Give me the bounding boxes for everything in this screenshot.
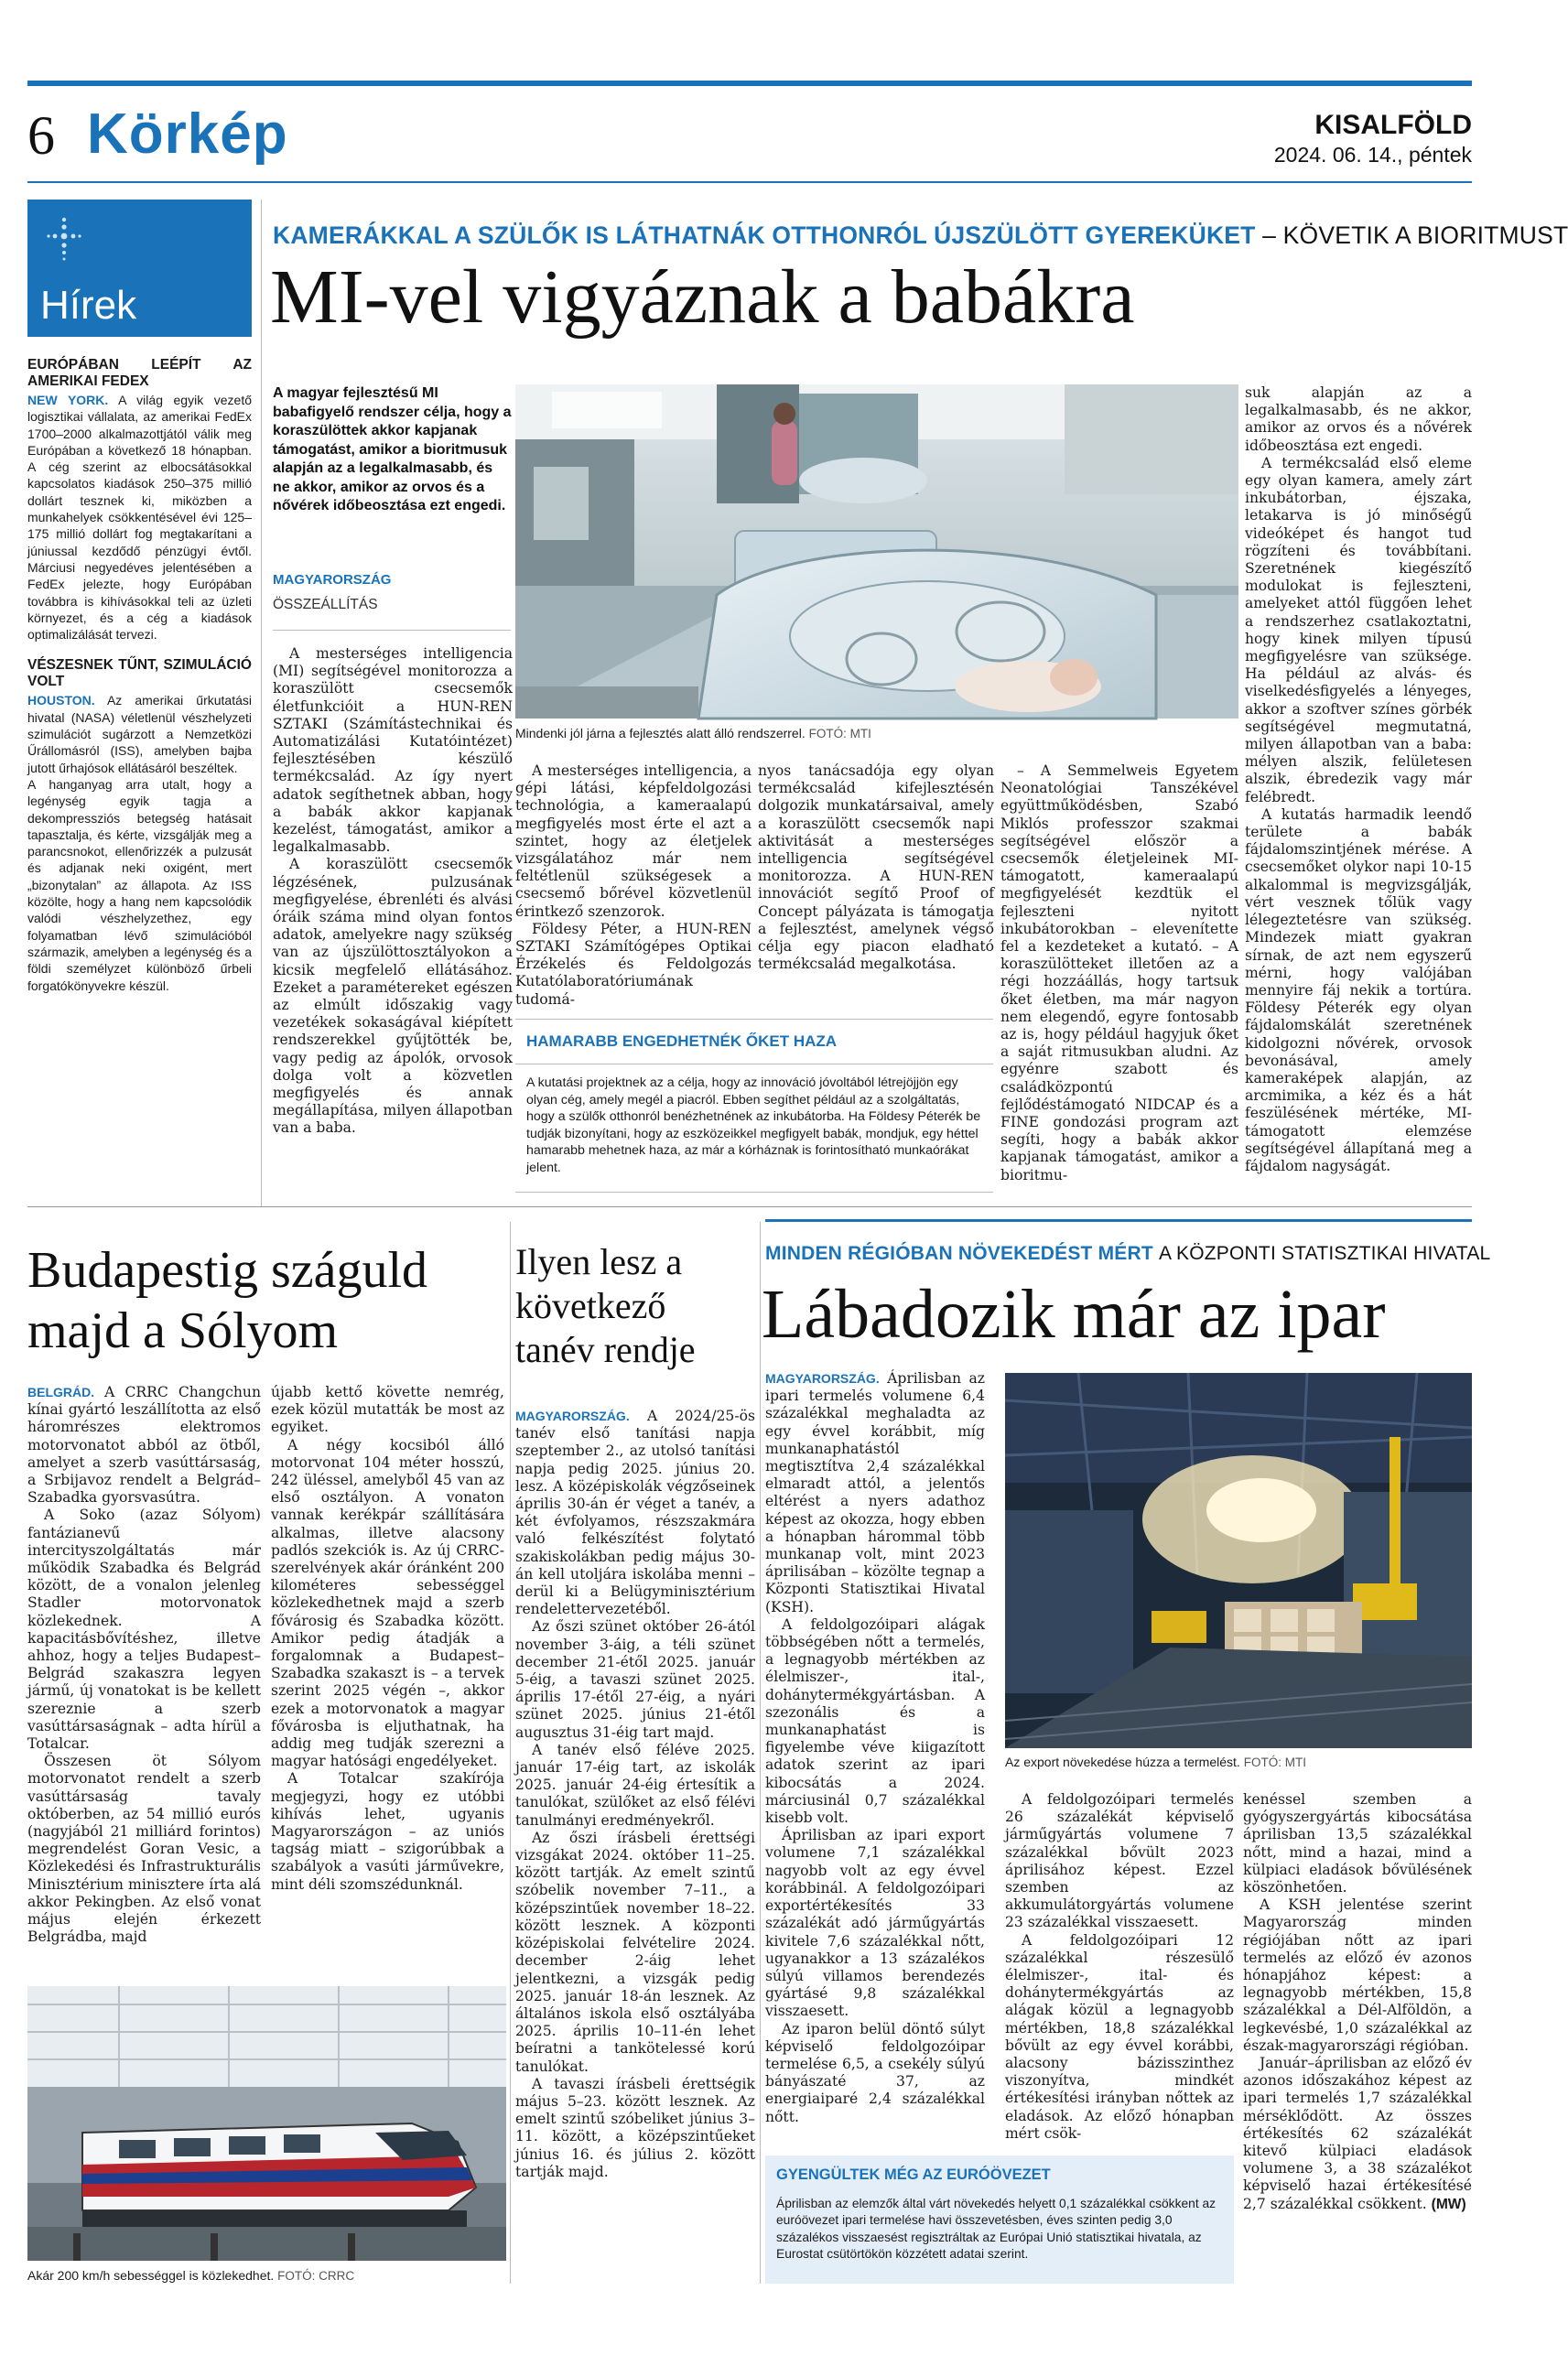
news-item-title: EURÓPÁBAN LEÉPÍT AZ AMERIKAI FEDEX xyxy=(27,357,252,389)
industry-dateline: MAGYARORSZÁG. xyxy=(765,1371,880,1386)
news-item-dateline: NEW YORK. xyxy=(27,393,109,407)
author-signature: (MW) xyxy=(1431,2196,1466,2212)
news-box xyxy=(27,200,252,337)
train-body-col1: BELGRÁD. A CRRC Changchun kínai gyártó leszállította az első háromrészes elektromos motorvonatot abból az ötből, amelyet a szerb vasúttársaság, a Srbijavoz rendelt a Belgrád–Szabadka gyorsvasútra. A Soko (azaz Sólyom) fantázianevű intercityszolgáltatás már működik Szabadka és Belgrád között, de a vonalon jelenleg Stadler motorvonatok közlekednek. A kapacitásbővítéshez, illetve ahhoz, hogy a teljes Budapest–Belgrád szakaszra legyen jármű, új vonatokat is be kellett szereznie a szerb vasúttársaságnak – adta hírül a Totalcar. Összesen öt Sólyom motorvonatot rendelt a szerb vasúttársaság tavaly októberben, az 54 millió eurós (nagyjából 21 milliárd forintos) megrendelést Goran Vesic, a Közlekedési és Infrastrukturális Minisztérium minisztere írta alá akkor Pekingben. Az első vonat május elején érkezett Belgrádba, majd xyxy=(27,1384,261,1946)
news-item-text: HOUSTON. Az amerikai űrkutatási hivatal (NASA) véletlenül vészhelyzeti szimulációt sugárzott a Nemzetközi Űrállomásról (ISS), amelyben bajba jutott űrhajósok ellátásáról beszéltek. xyxy=(27,693,252,775)
main-bottom-rule xyxy=(27,1206,1472,1207)
byline-rule xyxy=(273,630,511,631)
main-factbox xyxy=(515,1019,993,1193)
train-photo xyxy=(27,1986,506,2261)
train-photo-caption: Akár 200 km/h sebességgel is közlekedhet. FOTÓ: CRRC xyxy=(27,2268,355,2283)
school-divider xyxy=(760,1222,761,2284)
school-body: MAGYARORSZÁG. A 2024/25-ös tanév első tanítási napja szeptember 2., az utolsó tanítási napja pedig 2025. június 20. lesz. A középiskolák végzőseinek április 30-án ér véget a tanév, a két évfolyamos, részszakmára való felkészítést folytató szakiskolákban pedig május 30-án kell utoljára iskolába menni – derül ki a Belügyminisztérium rendelettervezetéből. Az őszi szünet október 26-ától november 3-áig, a téli szünet december 21-étől 2025. január 5-éig, a tavaszi szünet 2025. április 17-étől 27-éig, a nyári szünet 2025. június 21-étől augusztus 31-éig tart majd. A tanév első féléve 2025. január 17-éig tart, az iskolák 2025. január 24-éig értesítik a tanulókat, szülőket az első félévi tanulmányi eredményekről. Az őszi írásbeli érettségi vizsgákat 2024. október 11–25. között tartják. Az emelt szintű szóbelik november 7–11., a középszintűek november 18–22. között lesznek. A központi középiskolai felvételire 2024. december 2-áig lehet jelentkezni, a vizsgák pedig 2025. január 18-án lesznek. Az általános iskola első osztályába 2025. április 10–11-én lehet beíratni a tankötelessé korú tanulókat. A tavaszi írásbeli érettségik május 5–23. között lesznek. Az emelt szintű szóbeliket június 3–11. között, a középszintűeket június 16. és július 2. között tartják majd. xyxy=(515,1408,755,2180)
main-body-col5: suk alapján az a legalkalmasabb, és ne akkor, amikor az orvos és a nővérek időbeosztása ezt engedi. A termékcsalád első eleme egy olyan kamera, amely zárt inkubátorban, éjszaka, letakarva is jó minőségű videóképet és hangot tud rögzíteni és továbbítani. Szeretnének kiegészítő modulokat is fejleszteni, amelyeket attól függően lehet a rendszerhez csatlakoztatni, hogy kinek milyen típusú megfigyelésre van szüksége. Ha például az alvás- és viselkedésfigyelés a lényeges, akkor a szoftver színes görbék segítségével megmutatná, milyen állapotban van a baba: mélyen alszik, felületesen alszik, ébredezik vagy már felébredt. A kutatás harmadik leendő területe a babák fájdalomszintjének mérése. A csecsemőket olykor napi 10-15 alkalommal is megvizsgálják, vért vesznek tőlük vagy lélegeztetésre van szükség. Mindezek miatt gyakran sírnak, de azt nem egyszerű mérni, hogy valójában mennyire fáj nekik a tortúra. Földesy Péterék egy olyan fájdalomskálát szeretnének kidolgozni nővérek, orvosok bevonásával, amely kameraképek alapján, az arcmimika, a kéz és a hát feszülésének mértéke, MI-támogatott elemzése segítségével állapítaná meg a fájdalom nagyságát. xyxy=(1245,384,1472,1174)
top-rule xyxy=(27,81,1472,86)
news-logo-icon xyxy=(46,216,82,262)
factbox-title: HAMARABB ENGEDHETNÉK ŐKET HAZA xyxy=(526,1032,838,1050)
train-body-col2: újabb kettő követte nemrég, ezek közül mutatták be most az egyiket. A négy kocsiból álló motorvonat 104 méter hosszú, 242 üléssel, amelyből 45 van az első osztályon. A vonaton vannak kerékpár szállítására alkalmas, illetve alacsony padlós szekciók is. Az új CRRC-szerelvények akár óránként 200 kilométeres sebességgel közlekedhetnek majd a szerb fővárosig és Szabadka között. Amikor pedig átadják a forgalomnak a Budapest–Szabadka szakaszt is – a tervek szerint 2025 végén –, akkor ezek a motorvonatok a magyar fővárosba is eljuthatnak, ha addig meg tudják szerezni a magyar hatósági engedélyeket. A Totalcar szakírója megjegyzi, hogy ez utóbbi kihívás lehet, ugyanis Magyarországon – az uniós tagság miatt – szigorúbbak a szabályok a vasúti járművekre, mint déli szomszédunknál. xyxy=(271,1384,504,1893)
industry-body-col1: MAGYARORSZÁG. Áprilisban az ipari termelés volumene 6,4 százalékkal meghaladta az egy évvel korábbit, míg munkanaphatástól megtisztítva 2,4 százalékkal elmaradt attól, a jelentős eltérést a nyers adathoz képest az okozza, hogy ebben a hónapban hárommal több munkanap volt, mint 2023 áprilisában – közölte tegnap a Központi Statisztikai Hivatal (KSH). A feldolgozóipari alágak többségében nőtt a termelés, a legnagyobb mértékben az élelmiszer-, ital-, dohánytermékgyártásban. A szezonális és a munkanaphatást is figyelembe véve kiigazított adatok szerint az ipari kibocsátás a 2024. márciusinál 0,7 százalékkal kisebb volt. Áprilisban az ipari export volumene 7,1 százalékkal nagyobb volt az egy évvel korábbinál. A feldolgozóipari exportértékesítés 33 százalékát adó járműgyártás kivitele 7,6 százalékkal nőtt, ugyanakkor a 13 százalékos súlyú villamos berendezés gyártásé 9,8 százalékkal visszaesett. Az iparon belül döntő súlyt képviselő feldolgozóipar termelése 6,5, a csekély súlyú bányászaté 37, az energiaiparé 2,4 százalékkal nőtt. xyxy=(765,1370,985,2125)
main-body-col4: – A Semmelweis Egyetem Neonatológiai Tanszékével együttműködésben, Szabó Miklós professzor szakmai segítségével először a csecsemők életjeleinek MI-támogatott, kameraalapú megfigyelését kezdtük el fejleszteni nyitott inkubátorokban – elevenítette fel a kezdeteket a kutató. – A koraszülötteket illetően az a régi hozzáállás, hogy tartsuk őket életben, ma már nagyon nem elegendő, egyre fontosabb az is, hogy például hagyjuk őket a saját ritmusukban aludni. Az egyénre szabott és családközpontú fejlődéstámogató NIDCAP és a FINE gondozási program azt segíti, hogy a babák akkor kapjanak támogatást, amikor a bioritmu- xyxy=(1000,762,1238,1183)
industry-top-rule xyxy=(765,1219,1472,1222)
masthead-name: KISALFÖLD xyxy=(1314,110,1472,140)
main-lead: A magyar fejlesztésű MI babafigyelő rendszer célja, hogy a koraszülöttek akkor kapjanak támogatást, amikor a bioritmusuk alapján az a legalkalmasabb, és ne akkor, amikor az orvos és a nővérek időbeosztása ezt engedi. xyxy=(273,385,512,513)
main-body-col2: A mesterséges intelligencia, a gépi látási, képfeldolgozási technológia, a kameraalapú megfigyelés most érte el azt a szintet, hogy az életjelek vizsgálatához már nem feltétlenül szükségesek a csecsemő bőrével közvetlenül érintkező szenzorok. Földesy Péter, a HUN-REN SZTAKI Számítógépes Optikai Érzékelés és Feldolgozás Kutatólaboratóriumának tudomá- xyxy=(515,762,752,1008)
factbox-text: A kutatási projektnek az a célja, hogy az innováció jóvoltából létrejöjjön egy olyan cég, amely megél a piacról. Ebben segíthet például az a szolgáltatás, hogy a szülők otthonról benézhetnének az inkubátorba. Ha Földesy Péterék be tudják bizonyítani, hogy az eszközeikkel megfigyelt babák, mondjuk, egy héttel hamarabb mehetnek haza, az már a kórháznak is forintosítható munkaórákat jelent. xyxy=(526,1075,981,1175)
industry-kicker: MINDEN RÉGIÓBAN NÖVEKEDÉST MÉRT A KÖZPONTI STATISZTIKAI HIVATAL xyxy=(765,1243,1491,1264)
main-byline-source: ÖSSZEÁLLÍTÁS xyxy=(273,597,378,612)
school-dateline: MAGYARORSZÁG. xyxy=(515,1409,630,1423)
news-item-text: A hanganyag arra utalt, hogy a legénység egyik tagja a dekompressziós betegség hatásait tapasztalja, és kérte, vizsgálják meg a parancsnokot, ellenőrizzék a pulzusát és adjanak neki oxigént, mert „bizonytalan” az állapota. Az ISS közölte, hogy a hang nem kapcsolódik valódi vészhelyzethez, egy folyamatban lévő szimulációból származik, amelyben a legénység és a földi személyzet különböző űrbeli forgatókönyvekre készül. xyxy=(27,776,252,993)
factory-photo xyxy=(1005,1373,1472,1748)
factory-photo-caption: Az export növekedése húzza a termelést. FOTÓ: MTI xyxy=(1005,1755,1306,1769)
news-item-fedex xyxy=(27,357,252,643)
news-box-title: Hírek xyxy=(40,283,137,328)
school-headline: Ilyen lesz a következő tanév rendje xyxy=(515,1241,696,1370)
industry-body-col3: kenéssel szemben a gyógyszergyártás kibocsátása áprilisban 13,5 százalékkal nőtt, mind a hazai, mind a külpiaci eladások bővülésének köszönhetően. A KSH jelentése szerint Magyarország minden régiójában nőtt az ipari termelés az előző év azonos hónapjához képest: a legnagyobb mértékben, 15,8 százalékkal a Dél-Alföldön, a legkevésbé, 1,0 százalékkal az észak-magyarországi régióban. Január–áprilisban az előző év azonos időszakához képest az ipari termelés 1,7 százalékkal mérséklődött. Az összes értékesítés 62 százalékát kitevő külpiaci eladások volumene 3, a 38 százalékot képviselő hazai értékesítésé 2,7 százalékkal csökkent. (MW) xyxy=(1243,1791,1472,2212)
issue-date: 2024. 06. 14., péntek xyxy=(1273,143,1472,167)
main-photo-caption: Mindenki jól járna a fejlesztés alatt álló rendszerrel. FOTÓ: MTI xyxy=(515,726,871,740)
news-item-dateline: HOUSTON. xyxy=(27,693,95,708)
main-byline-place: MAGYARORSZÁG xyxy=(273,572,392,588)
main-headline: MI-vel vigyáznak a babákra xyxy=(270,254,1135,340)
industry-headline: Lábadozik már az ipar xyxy=(762,1276,1386,1353)
industry-factbox xyxy=(765,2155,1234,2284)
page-number: 6 xyxy=(27,105,55,166)
news-item-nasa xyxy=(27,657,252,993)
header-underline xyxy=(27,181,1472,183)
news-item-text: NEW YORK. A világ egyik vezető logisztikai vállalata, az amerikai FedEx 1700–2000 alkalmazottjától válik meg Európában a következő 18 hónapban. A cég szerint az elbocsátásokkal kapcsolatos kiadások 250–375 millió dollárt tesznek ki, miközben a munkahelyek csökkentésével évi 125–175 millió dollárt fog megtakarítani a júniussal kezdődő pénzügyi évtől. Márciusi negyedéves jelentésében a FedEx jelezte, hogy Európában továbbra is kihívásokkal teli az üzleti környezet, és a cég a kiadások optimalizálását tervezi. xyxy=(27,393,252,643)
main-body-col3: nyos tanácsadója egy olyan termékcsalád kifejlesztésén dolgozik munkatársaival, amely a koraszülött csecsemők napi aktivitását a mesterséges intelligencia segítségével monitorozza. A HUN-REN innovációt segítő Proof of Concept pályázata is támogatja a fejlesztést, amelynek végső célja egy piacon eladható termékcsalád megalkotása. xyxy=(758,762,994,973)
news-item-title: VÉSZESNEK TŰNT, SZIMULÁCIÓ VOLT xyxy=(27,657,252,690)
section-title: Körkép xyxy=(87,103,288,166)
incubator-photo xyxy=(515,384,1238,718)
train-headline: Budapestig száguld majd a Sólyom xyxy=(27,1242,428,1359)
main-body-col1: A mesterséges intelligencia (MI) segítségével monitorozza a koraszülött csecsemők életfunkcióit a HUN-REN SZTAKI (Számítástechnikai és Automatizálási Kutatóintézet) fejlesztésében készülő termékcsalád. Az így nyert adatok segíthetnek abban, hogy a babák akkor kapjanak kezelést, támogatást, amikor a legalkalmasabb. A koraszülött csecsemők légzésének, pulzusának megfigyelése, ébrenléti és alvási óráik száma mind olyan fontos adatok, amelyekre nagy szükség van az újszülöttosztályokon a kicsik megfelelő ellátásához. Ezeket a paramétereket egészen az elmúlt időszakig vagy vezetékek sokaságával kiépített rendszerekkel gyűjtötték be, vagy pedig az ápolók, orvosok dolga volt a közvetlen megfigyelés és annak megállapítása, milyen állapotban van a baba. xyxy=(273,645,513,1137)
train-divider xyxy=(510,1222,511,2284)
industry-body-col2: A feldolgozóipari termelés 26 százalékát képviselő járműgyártás volumene 7 százalékkal bővült 2023 áprilisához képest. Ezzel szemben az akkumulátorgyártás volumene 23 százalékkal visszaesett. A feldolgozóipari 12 százalékkal részesülő élelmiszer-, ital- és dohánytermékgyártás az alágak közül a legnagyobb mértékben, 18,8 százalékkal bővült az egy évvel korábbi, alacsony bázisszinthez viszonyítva, mindkét értékesítési irányban nőttek az eladások. Az előző hónapban mért csök- xyxy=(1005,1791,1234,2142)
main-kicker: KAMERÁKKAL A SZÜLŐK IS LÁTHATNÁK OTTHONRÓL ÚJSZÜLÖTT GYEREKÜKET – KÖVETIK A BIORITMUST xyxy=(273,221,1568,249)
industry-factbox-text: Áprilisban az elemzők által várt növekedés helyett 0,1 százalékkal csökkent az euróövezet ipari termelése havi összevetésben, éves szinten pedig 3,0 százalékos visszaesést regisztráltak az Európai Unió statisztikai hivatala, az Eurostat csütörtökön közzétett adatai szerint. xyxy=(776,2197,1217,2262)
industry-factbox-title: GYENGÜLTEK MÉG AZ EURÓÖVEZET xyxy=(776,2166,1051,2183)
train-dateline: BELGRÁD. xyxy=(27,1385,95,1399)
sidebar-news-list xyxy=(27,357,252,1199)
sidebar-divider xyxy=(261,200,262,1206)
